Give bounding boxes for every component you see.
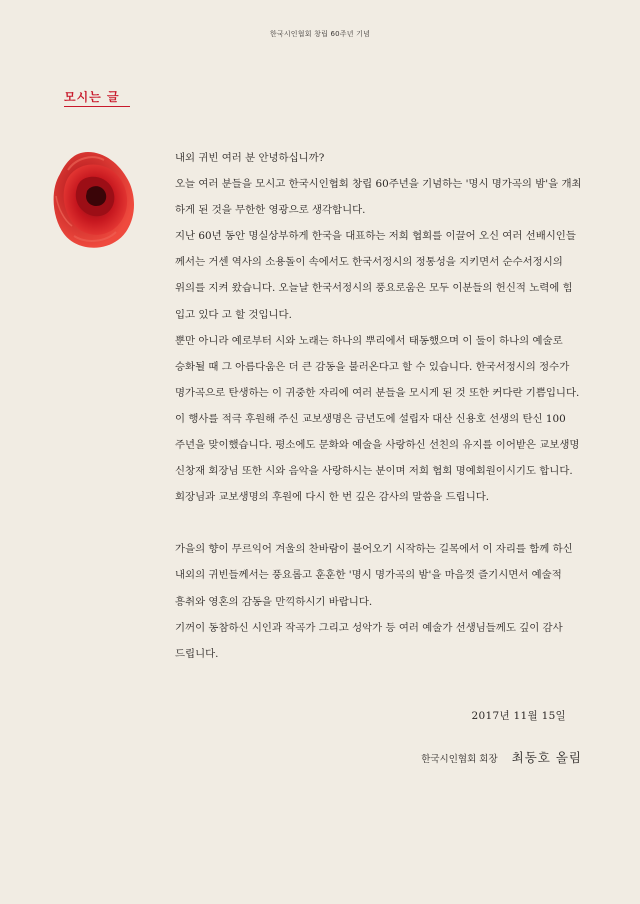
letter-line: 내외 귀빈 여러 분 안녕하십니까? (175, 152, 325, 164)
signature (421, 748, 582, 766)
letter-line: 오늘 여러 분들을 모시고 한국시인협회 창립 60주년을 기념하는 '명시 명가곡의 밤'을 개최 (175, 178, 582, 191)
red-rose-icon (46, 144, 138, 252)
letter-line: 입고 있다 고 할 것입니다. (175, 308, 292, 321)
letter-line: 하게 된 것을 무한한 영광으로 생각합니다. (175, 204, 366, 217)
section-title-underline (64, 106, 130, 107)
letter-line: 회장님과 교보생명의 후원에 다시 한 번 깊은 감사의 말씀을 드립니다. (175, 491, 490, 504)
page-header-title: 한국시인협회 창립 60주년 기념 (269, 30, 371, 38)
letter-line: 뿐만 아니라 예로부터 시와 노래는 하나의 뿌리에서 태동했으며 이 둘이 하나의 예술로 (175, 334, 563, 347)
letter-line: 이 행사를 적극 후원해 주신 교보생명은 금년도에 설립자 대산 신용호 선생의 탄신 100 (175, 412, 566, 425)
letter-line: 지난 60년 동안 명실상부하게 한국을 대표하는 저희 협회를 이끌어 오신 여러 선배시인들 (175, 230, 576, 243)
letter-line: 신창재 회장님 또한 시와 음악을 사랑하시는 분이며 저희 협회 명예회원이시기도 합니다. (175, 465, 573, 478)
letter-line: 명가곡으로 탄생하는 이 귀중한 자리에 여러 분들을 모시게 된 것 또한 커다란 기쁨입니다. (175, 386, 580, 399)
letter-line: 기꺼이 동참하신 시인과 작곡가 그리고 성악가 등 여러 예술가 선생님들께도 깊이 감사 (175, 621, 563, 634)
letter-line: 내외의 귀빈들께서는 풍요롭고 훈훈한 '명시 명가곡의 밤'을 마음껏 즐기시면서 예술적 (175, 569, 562, 582)
letter-line: 께서는 거센 역사의 소용돌이 속에서도 한국서정시의 정통성을 지키면서 순수서정시의 (175, 256, 563, 269)
signature-organization: 한국시인협회 회장 (421, 754, 498, 765)
letter-line: 드립니다. (175, 647, 219, 660)
paragraph-gap (175, 510, 591, 536)
letter-line: 가을의 향이 무르익어 겨울의 찬바람이 불어오기 시작하는 길목에서 이 자리를 함께 하신 (175, 543, 573, 556)
letter-date: 2017년 11월 15일 (471, 710, 566, 722)
letter-line: 흥취와 영혼의 감동을 만끽하시기 바랍니다. (175, 595, 373, 608)
letter-line: 주년을 맞이했습니다. 평소에도 문화와 예술을 사랑하신 선친의 유지를 이어받은 교보생명 (175, 439, 580, 452)
section-title: 모시는 글 (64, 90, 120, 104)
letter-body (175, 145, 591, 667)
signature-name: 최동호 올림 (511, 750, 582, 765)
letter-line: 위의를 지켜 왔습니다. 오늘날 한국서정시의 풍요로움은 모두 이분들의 헌신적 노력에 힘 (175, 282, 573, 295)
letter-line: 승화될 때 그 아름다움은 더 큰 감동을 불러온다고 할 수 있습니다. 한국서정시의 정수가 (175, 360, 570, 373)
